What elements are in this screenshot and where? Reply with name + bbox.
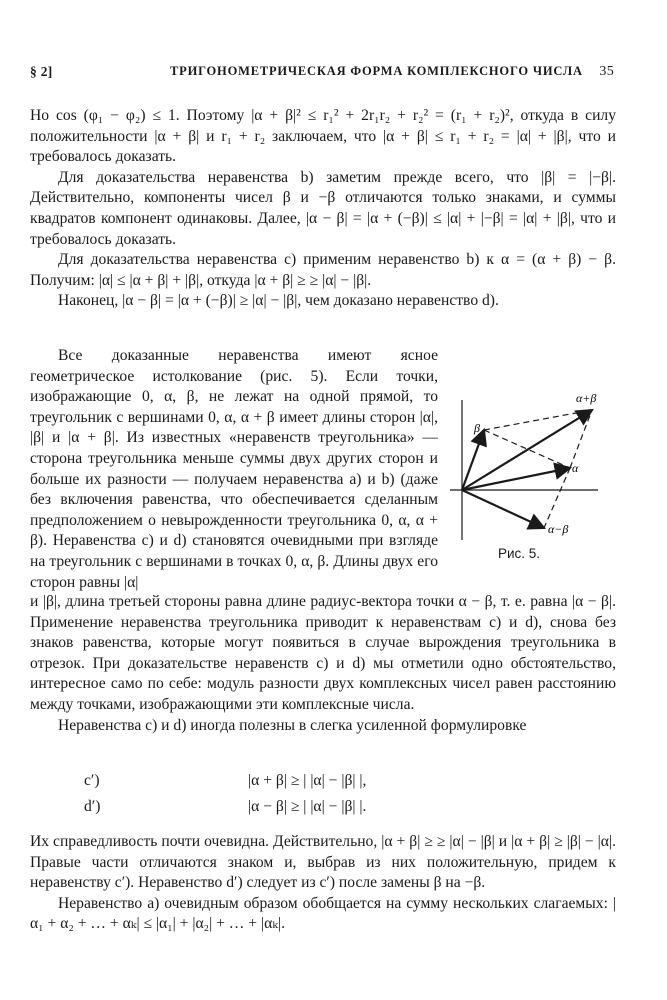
- figure-caption: Рис. 5.: [498, 546, 541, 561]
- dashed-alpha-to-diff: [544, 468, 570, 528]
- vector-beta: [462, 430, 484, 490]
- formula-label: c′): [84, 772, 100, 789]
- paragraph-proof-d: Наконец, |α − β| = |α + (−β)| ≥ |α| − |β|, чем доказано неравенство d).: [58, 292, 499, 310]
- text-block-top: [30, 106, 616, 312]
- paragraph-proof-strong: Их справедливость почти очевидна. Действительно, |α + β| ≥ ≥ |α| − |β| и |α + β| ≥ |β| − |α|. Правые части отличаются знаком и, выбрав из них положительную, придем к неравенству с′). Неравенство d′) следует из с′) после замены β на −β.: [30, 833, 616, 892]
- vector-alpha-minus-beta: [462, 490, 544, 528]
- label-alpha: α: [572, 461, 579, 475]
- paragraph-generalization: Неравенство а) очевидным образом обобщается на сумму нескольких слагаемых: |α₁ + α₂ + … + αₖ| ≤ |α₁| + |α₂| + … + |αₖ|.: [30, 894, 616, 933]
- label-beta: β: [474, 421, 480, 435]
- label-alpha-minus-beta: α−β: [548, 522, 569, 536]
- formula-label: d′): [84, 798, 101, 815]
- formula-d-prime: [30, 798, 616, 820]
- section-number: § 2]: [30, 64, 53, 79]
- formula-c-prime: [30, 772, 616, 794]
- text-block-bottom: [30, 832, 616, 935]
- dashed-alpha-to-sum: [570, 410, 592, 468]
- paragraph-proof-b: Для доказательства неравенства b) заметим прежде всего, что |β| = |−β|. Действительно, компоненты чисел β и −β отличаются только знаками, и суммы квадратов компонент одинаковы. Далее, |α − β| = |α + (−β)| ≤ |α| + |−β| = |α| + |β|, что и требовалось доказать.: [30, 168, 616, 248]
- paragraph-proof-c: Для доказательства неравенства с) применим неравенство b) к α = (α + β) − β. Получим: |α| ≤ |α + β| + |β|, откуда |α + β| ≥ ≥ |α| − |β|.: [30, 251, 616, 289]
- paragraph-geometry-rest: и |β|, длина третьей стороны равна длине радиус-вектора точки α − β, т. е. равна |α − β|. Применение неравенства треугольника приводит к неравенствам с) и d), снова без знаков равенства, которые могут появиться в случае вырождения треугольника в отрезок. При доказательстве неравенств с) и d) мы отметили одно обстоятельство, интересное само по себе: модуль разности двух комплексных чисел равен расстоянию между точками, изображающими эти комплексные числа.: [30, 593, 616, 713]
- formula-expression: |α + β| ≥ | |α| − |β| |,: [248, 772, 367, 789]
- page-header: [30, 64, 622, 84]
- running-title: ТРИГОНОМЕТРИЧЕСКАЯ ФОРМА КОМПЛЕКСНОГО ЧИСЛА: [170, 64, 583, 78]
- geometry-intro-text: Все доказанные неравенства имеют ясное геометрическое истолкование (рис. 5). Если точки, изображающие 0, α, β, не лежат на одной прямой, то треугольник с вершинами 0, α, α + β имеет длины сторон |α|, |β| и |α + β|. Из известных «неравенств треугольника» — сторона треугольника меньше суммы двух других сторон и больше их разности — получаем неравенства a) и b) (даже без включения равенства, что обеспечивается сделанным предположением о невырожденности треугольника 0, α, α + β). Неравенства с) и d) становятся очевидными при взгляде на треугольник с вершинами в точках 0, α, β. Длины двух его сторон равны |α|: [30, 347, 438, 591]
- page-number: 35: [599, 64, 614, 79]
- paragraph-cos-bound: Но cos (φ₁ − φ₂) ≤ 1. Поэтому |α + β|² ≤ r₁² + 2r₁r₂ + r₂² = (r₁ + r₂)², откуда в силу положительности |α + β| и r₁ + r₂ заключаем, что |α + β| ≤ r₁ + r₂ = |α| + |β|, что и требовалось доказать.: [30, 107, 616, 166]
- paragraph-stronger-form: Неравенства с) и d) иногда полезны в слегка усиленной формулировке: [58, 716, 527, 734]
- formula-expression: |α − β| ≥ | |α| − |β| |.: [248, 798, 367, 815]
- label-alpha-plus-beta: α+β: [576, 391, 597, 405]
- text-block-geometry-rest: [30, 592, 616, 736]
